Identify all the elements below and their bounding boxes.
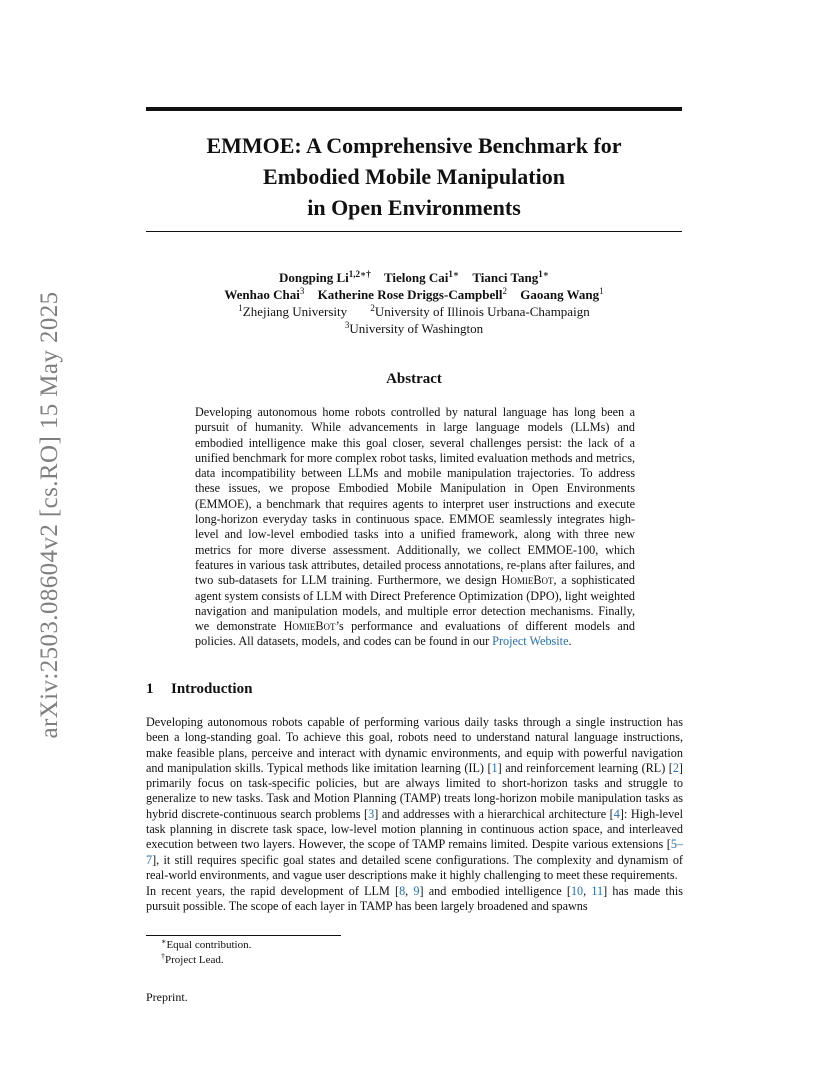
citation-link[interactable]: 5–7: [146, 837, 683, 867]
title-line: Embodied Mobile Manipulation: [263, 164, 565, 189]
footnote: †Project Lead.: [161, 952, 224, 966]
author-name: Tianci Tang$^{1∗}$: [472, 269, 549, 285]
system-name: HomieBot: [501, 573, 554, 588]
title-line: EMMOE: A Comprehensive Benchmark for: [206, 133, 622, 158]
paper-title: [146, 130, 682, 223]
author-name: Katherine Rose Driggs-Campbell: [317, 287, 503, 302]
citation-link[interactable]: 1: [491, 760, 498, 775]
citation-link[interactable]: 11: [591, 884, 604, 898]
arxiv-identifier-stamp: arXiv:2503.08604v2 [cs.RO] 15 May 2025: [36, 291, 63, 739]
citation-link[interactable]: 10: [570, 884, 584, 898]
intro-paragraph: Developing autonomous robots capable of performing various daily tasks through a single instruction has been a long-standing goal. To achieve this goal, robots need to understand natural language instructions, make feasible plans, perceive and interact with dynamic environments, and equip with powerful navigation and manipulation skills. Typical methods like imitation learning (IL) [1] and reinforcement learning (RL) [2] primarily focus on task-specific policies, but are always limited to short-horizon tasks and struggle to generalize to new tasks. Task and Motion Planning (TAMP) treats long-horizon mobile manipulation tasks as hybrid discrete-continuous search problems [3] and addresses with a hierarchical architecture [4]: High-level task planning in discrete task space, low-level motion planning in continuous action space, and interleaved execution between two layers. However, the scope of TAMP remains limited. Despite various extensions [5–7], it still requires specific goal states and detailed scene configurations. The complexity and dynamism of real-world environments, and vague user descriptions make it highly challenging to meet these requirements.: [146, 715, 683, 882]
citation-link[interactable]: 9: [413, 884, 420, 898]
author-line: [146, 269, 682, 286]
preprint-label: Preprint.: [146, 990, 188, 1004]
author-line: Wenhao Chai$^3$ Katherine Rose Driggs-Campbell$^2$ Gaoang Wang$^1$: [224, 286, 604, 302]
intro-paragraph: In recent years, the rapid development of LLM [8, 9] and embodied intelligence [10, 11] has made this pursuit possible. The scope of each layer in TAMP has been largely broadened and spawns: [146, 884, 684, 914]
citation-link[interactable]: 8: [399, 884, 406, 898]
system-name: HomieBot: [283, 619, 336, 634]
author-name: Wenhao Chai: [224, 287, 300, 302]
section-number: 1: [146, 681, 154, 697]
author-block: [146, 269, 682, 337]
citation-link[interactable]: 3: [368, 806, 375, 821]
author-name: Dongping $Li^{1,2∗\dagger}$: [279, 269, 371, 285]
section-heading: [146, 681, 252, 698]
footnote-rule: [146, 935, 341, 936]
title-line: in Open Environments: [307, 195, 521, 220]
abstract-heading: Abstract: [386, 371, 442, 387]
section-title: Introduction: [171, 681, 253, 697]
affiliation-line: $^1$Zhejiang University $^2$University of Illinois Urbana-Champaign: [238, 303, 590, 319]
author-name: Tielong Cai$^{1∗}$: [383, 269, 460, 285]
title-top-rule: [146, 107, 682, 111]
citation-link[interactable]: 4: [613, 806, 620, 821]
title-bottom-rule: [146, 231, 682, 232]
footnote: ∗Equal contribution.: [161, 937, 252, 951]
author-name: Gaoang Wang: [520, 287, 600, 302]
affiliation-line: $^3$University of Washington: [344, 320, 484, 336]
project-website-link[interactable]: Project Website: [492, 634, 569, 649]
citation-link[interactable]: 2: [672, 760, 679, 775]
footnotes: [161, 938, 251, 968]
abstract-text: Developing autonomous home robots controlled by natural language has long been a pursuit of humanity. While advancements in large language models (LLMs) and embodied intelligence make this goal closer, several challenges persist: the lack of a unified benchmark for more complex robot tasks, limited evaluation methods and metrics, data incompatibility between LLMs and mobile manipulation trajectories. To address these issues, we propose Embodied Mobile Manipulation in Open Environments (EMMOE), a benchmark that requires agents to interpret user instructions and execute long-horizon everyday tasks in continuous space. EMMOE seamlessly integrates high-level and low-level embodied tasks into a unified framework, along with three new metrics for more diverse assessment. Additionally, we collect EMMOE-100, which features in various task attributes, detailed process annotations, re-plans after failures, and two sub-datasets for LLM training. Furthermore, we design HomieBot, a sophisticated agent system consists of LLM with Direct Preference Optimization (DPO), light weighted navigation and manipulation models, and multiple error detection mechanisms. Finally, we demonstrate HomieBot’s performance and evaluations of different models and policies. All datasets, models, and codes can be found in our Project Website.: [195, 405, 635, 649]
